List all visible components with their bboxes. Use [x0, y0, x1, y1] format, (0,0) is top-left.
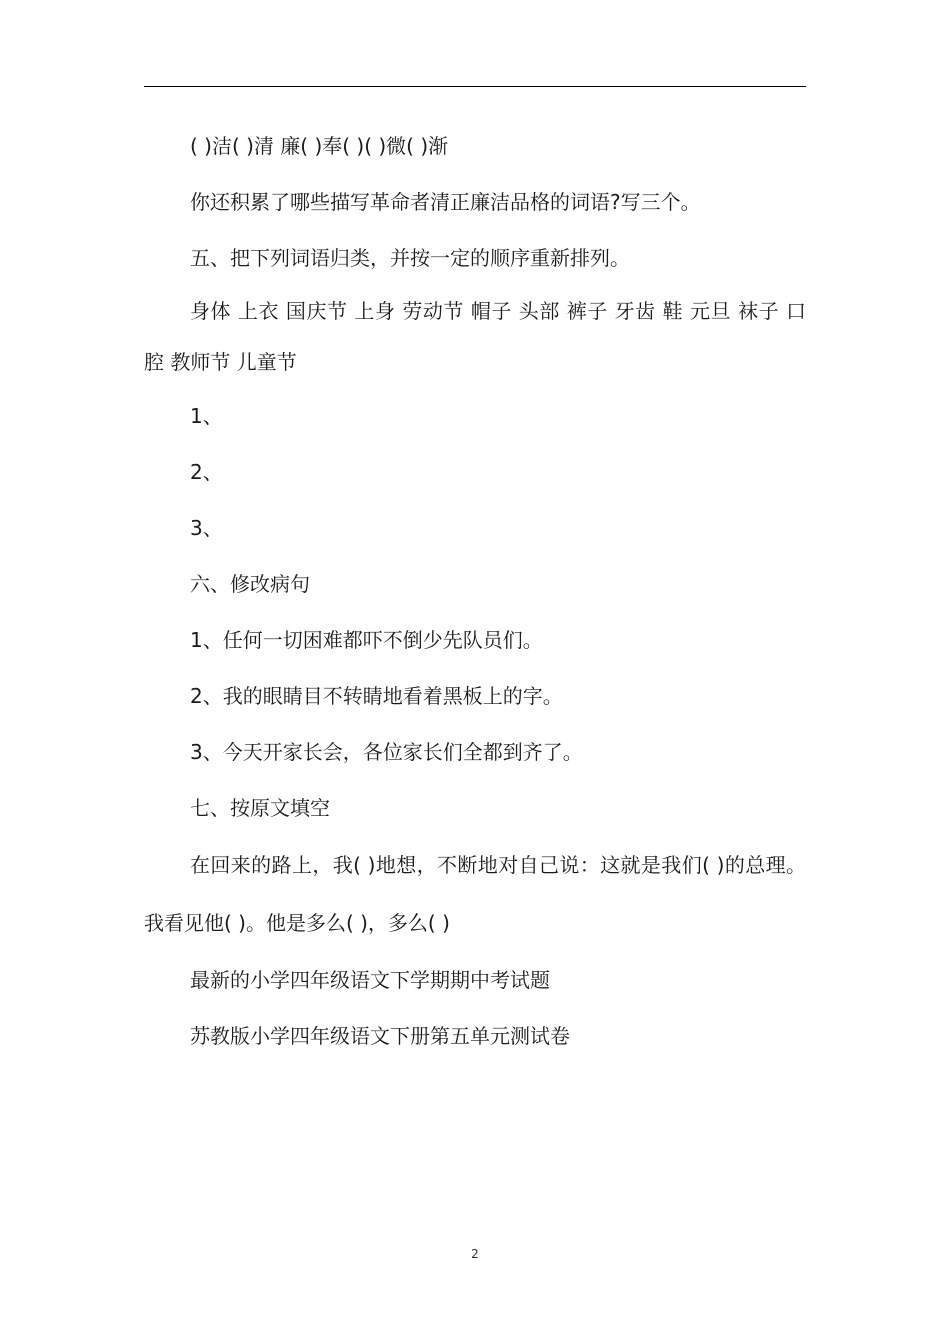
- section-seven-title: 七、按原文填空: [190, 796, 330, 820]
- fill-blank-idioms: ( )洁( )清 廉( )奉( )( )微( )渐: [190, 134, 449, 158]
- section-six-title: 六、修改病句: [190, 572, 310, 596]
- answer-line-2: 2、: [190, 460, 223, 484]
- sentence-2: 2、我的眼睛目不转睛地看着黑板上的字。: [190, 684, 563, 708]
- fill-in-passage: 在回来的路上，我( )地想，不断地对自己说：这就是我们( )的总理。我看见他( )。他是多么( )，多么( ): [144, 853, 806, 935]
- sentence-1: 1、任何一切困难都吓不倒少先队员们。: [190, 628, 543, 652]
- header-rule: [144, 86, 806, 87]
- document-body: [144, 118, 806, 1064]
- sentence-3: 3、今天开家长会，各位家长们全都到齐了。: [190, 740, 583, 764]
- section-five-title: 五、把下列词语归类，并按一定的顺序重新排列。: [190, 246, 630, 270]
- word-list: 身体 上衣 国庆节 上身 劳动节 帽子 头部 裤子 牙齿 鞋 元旦 袜子 口腔 教师节 儿童节: [144, 299, 806, 374]
- question-more-words: 你还积累了哪些描写革命者清正廉洁品格的词语?写三个。: [190, 190, 701, 214]
- answer-line-3: 3、: [190, 516, 223, 540]
- answer-line-1: 1、: [190, 404, 223, 428]
- page-number: 2: [471, 1247, 479, 1261]
- related-title-1: 最新的小学四年级语文下学期期中考试题: [190, 968, 550, 992]
- related-title-2: 苏教版小学四年级语文下册第五单元测试卷: [190, 1024, 570, 1048]
